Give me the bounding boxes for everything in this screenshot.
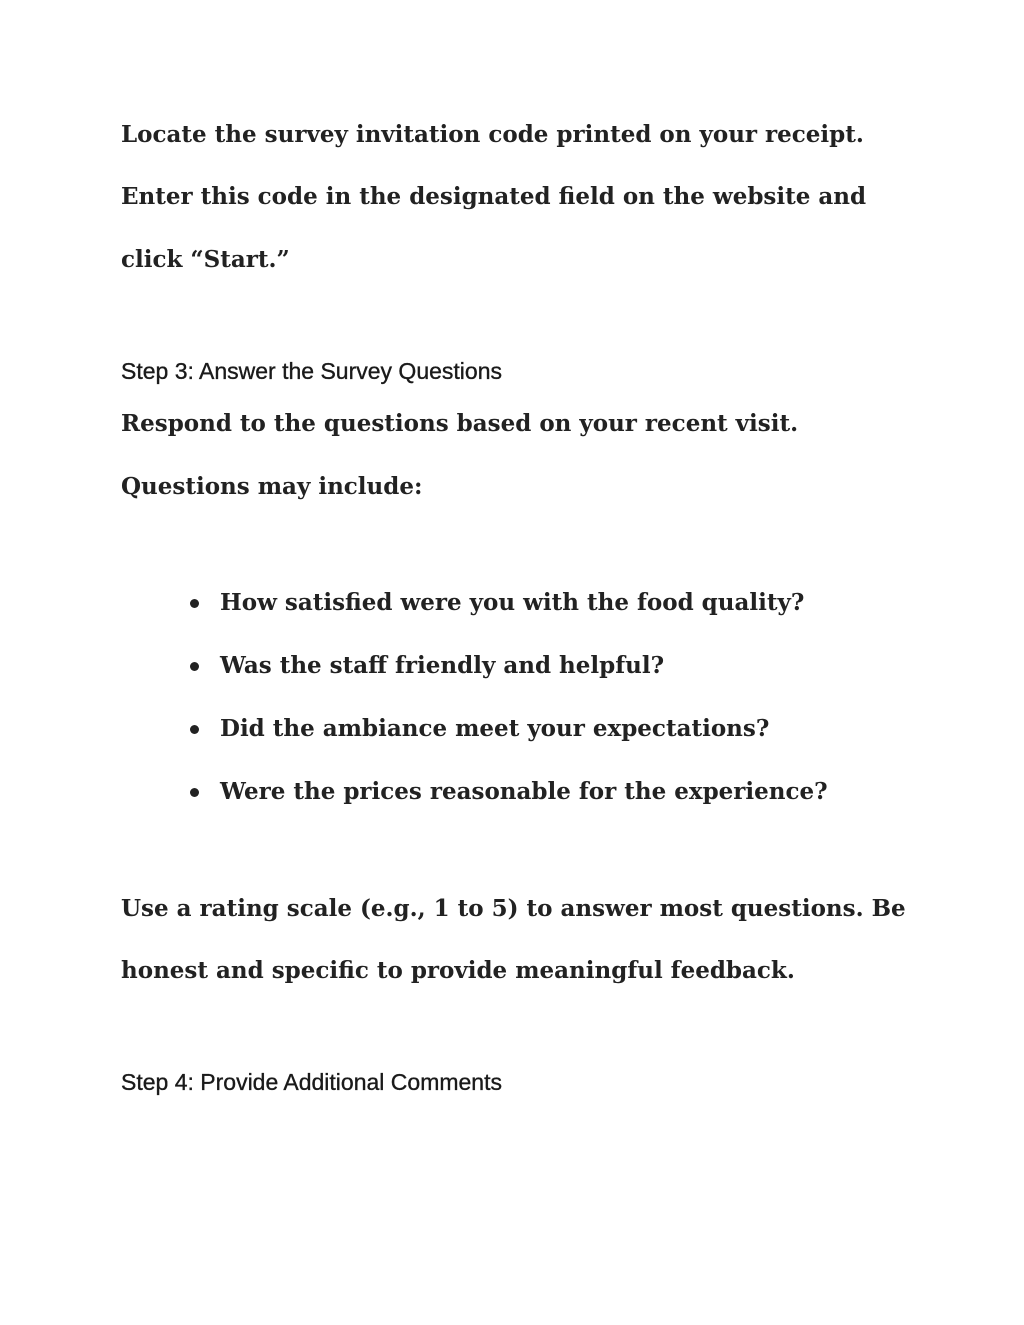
bullet-icon <box>190 599 199 608</box>
rating-note-line: honest and specific to provide meaningful feedback. <box>121 957 795 984</box>
step-3-heading: Step 3: Answer the Survey Questions <box>121 358 502 384</box>
paragraph-line: click “Start.” <box>121 246 290 273</box>
question-text: Were the prices reasonable for the experience? <box>220 778 828 805</box>
question-text: Did the ambiance meet your expectations? <box>220 715 770 742</box>
step-3-lead: Questions may include: <box>121 473 423 500</box>
question-text: How satisfied were you with the food quality? <box>220 589 805 616</box>
bullet-icon <box>190 662 199 671</box>
step-3-intro: Respond to the questions based on your recent visit. <box>121 410 799 437</box>
question-text: Was the staff friendly and helpful? <box>220 652 665 679</box>
paragraph-line: Enter this code in the designated field on the website and <box>121 183 867 210</box>
bullet-icon <box>190 725 199 734</box>
rating-note-line: Use a rating scale (e.g., 1 to 5) to answer most questions. Be <box>121 895 906 922</box>
bullet-icon <box>190 788 199 797</box>
step-4-heading: Step 4: Provide Additional Comments <box>121 1069 502 1095</box>
paragraph-line: Locate the survey invitation code printed on your receipt. <box>121 121 864 148</box>
